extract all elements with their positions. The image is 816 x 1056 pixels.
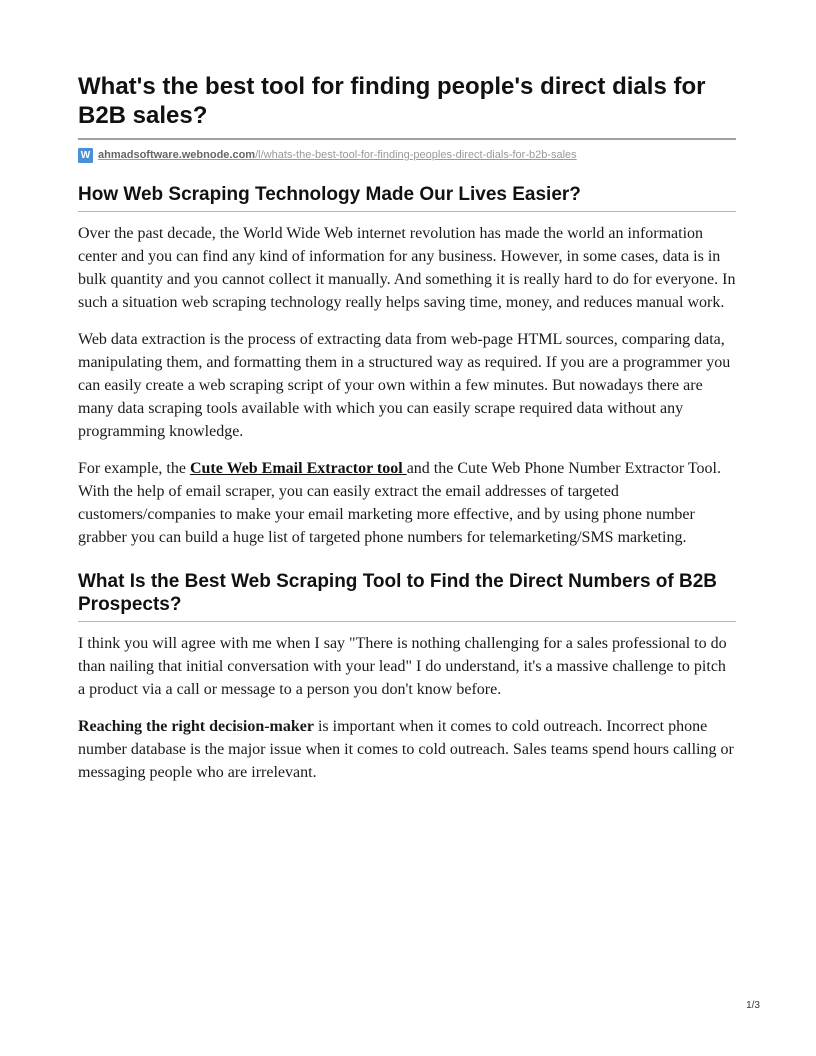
- webnode-icon: W: [78, 148, 93, 163]
- paragraph: [78, 457, 736, 549]
- page-number: 1/3: [746, 1000, 760, 1011]
- bold-phrase: Reaching the right decision-maker: [78, 718, 314, 735]
- paragraph: I think you will agree with me when I say "There is nothing challenging for a sales professional to do than nailing that initial conversation with your lead" I do understand, it's a massive challenge to pitch a product via a call or message to a person you don't know before.: [78, 635, 727, 698]
- paragraph-text: For example, the: [78, 460, 190, 477]
- source-path: /l/whats-the-best-tool-for-finding-peoples-direct-dials-for-b2b-sales: [255, 149, 577, 161]
- section-heading-web-scraping: How Web Scraping Technology Made Our Lives Easier?: [78, 184, 581, 205]
- paragraph: Web data extraction is the process of extracting data from web-page HTML sources, comparing data, manipulating them, and formatting them in a structured way as required. If you are a programmer you can easily create a web scraping script of your own within a few minutes. But nowadays there are many data scraping tools available with which you can easily scrape required data without any programming knowledge.: [78, 331, 731, 440]
- paragraph: Over the past decade, the World Wide Web internet revolution has made the world an information center and you can find any kind of information for any business. However, in some cases, data is in bulk quantity and you cannot collect it manually. And something it is really hard to do for everyone. In such a situation web scraping technology really helps saving time, money, and reduces manual work.: [78, 225, 736, 311]
- paragraph-text: is important when it comes to cold outreach. Incorrect phone number database is the major issue when it comes to cold outreach. Sales teams spend hours calling or messaging people who are irrelevant.: [78, 718, 734, 781]
- cute-web-email-extractor-link[interactable]: Cute Web Email Extractor tool: [189, 460, 407, 477]
- source-domain: ahmadsoftware.webnode.com: [98, 149, 256, 161]
- section-heading-best-tool: What Is the Best Web Scraping Tool to Find the Direct Numbers of B2B Prospects?: [78, 571, 718, 615]
- section-divider: [78, 621, 736, 622]
- source-bar: [78, 147, 736, 163]
- document-page: [78, 72, 736, 784]
- title-divider: [78, 138, 736, 140]
- page-title: What's the best tool for finding people's direct dials for B2B sales?: [78, 73, 706, 129]
- section-divider: [78, 211, 736, 212]
- source-url-link[interactable]: [98, 149, 577, 161]
- paragraph-text: and the Cute Web Phone Number Extractor Tool. With the help of email scraper, you can easily extract the email addresses of targeted customers/companies to make your email marketing more effective, and by using phone number grabber you can build a huge list of targeted phone numbers for telemarketing/SMS marketing.: [78, 460, 721, 546]
- paragraph: [78, 715, 736, 784]
